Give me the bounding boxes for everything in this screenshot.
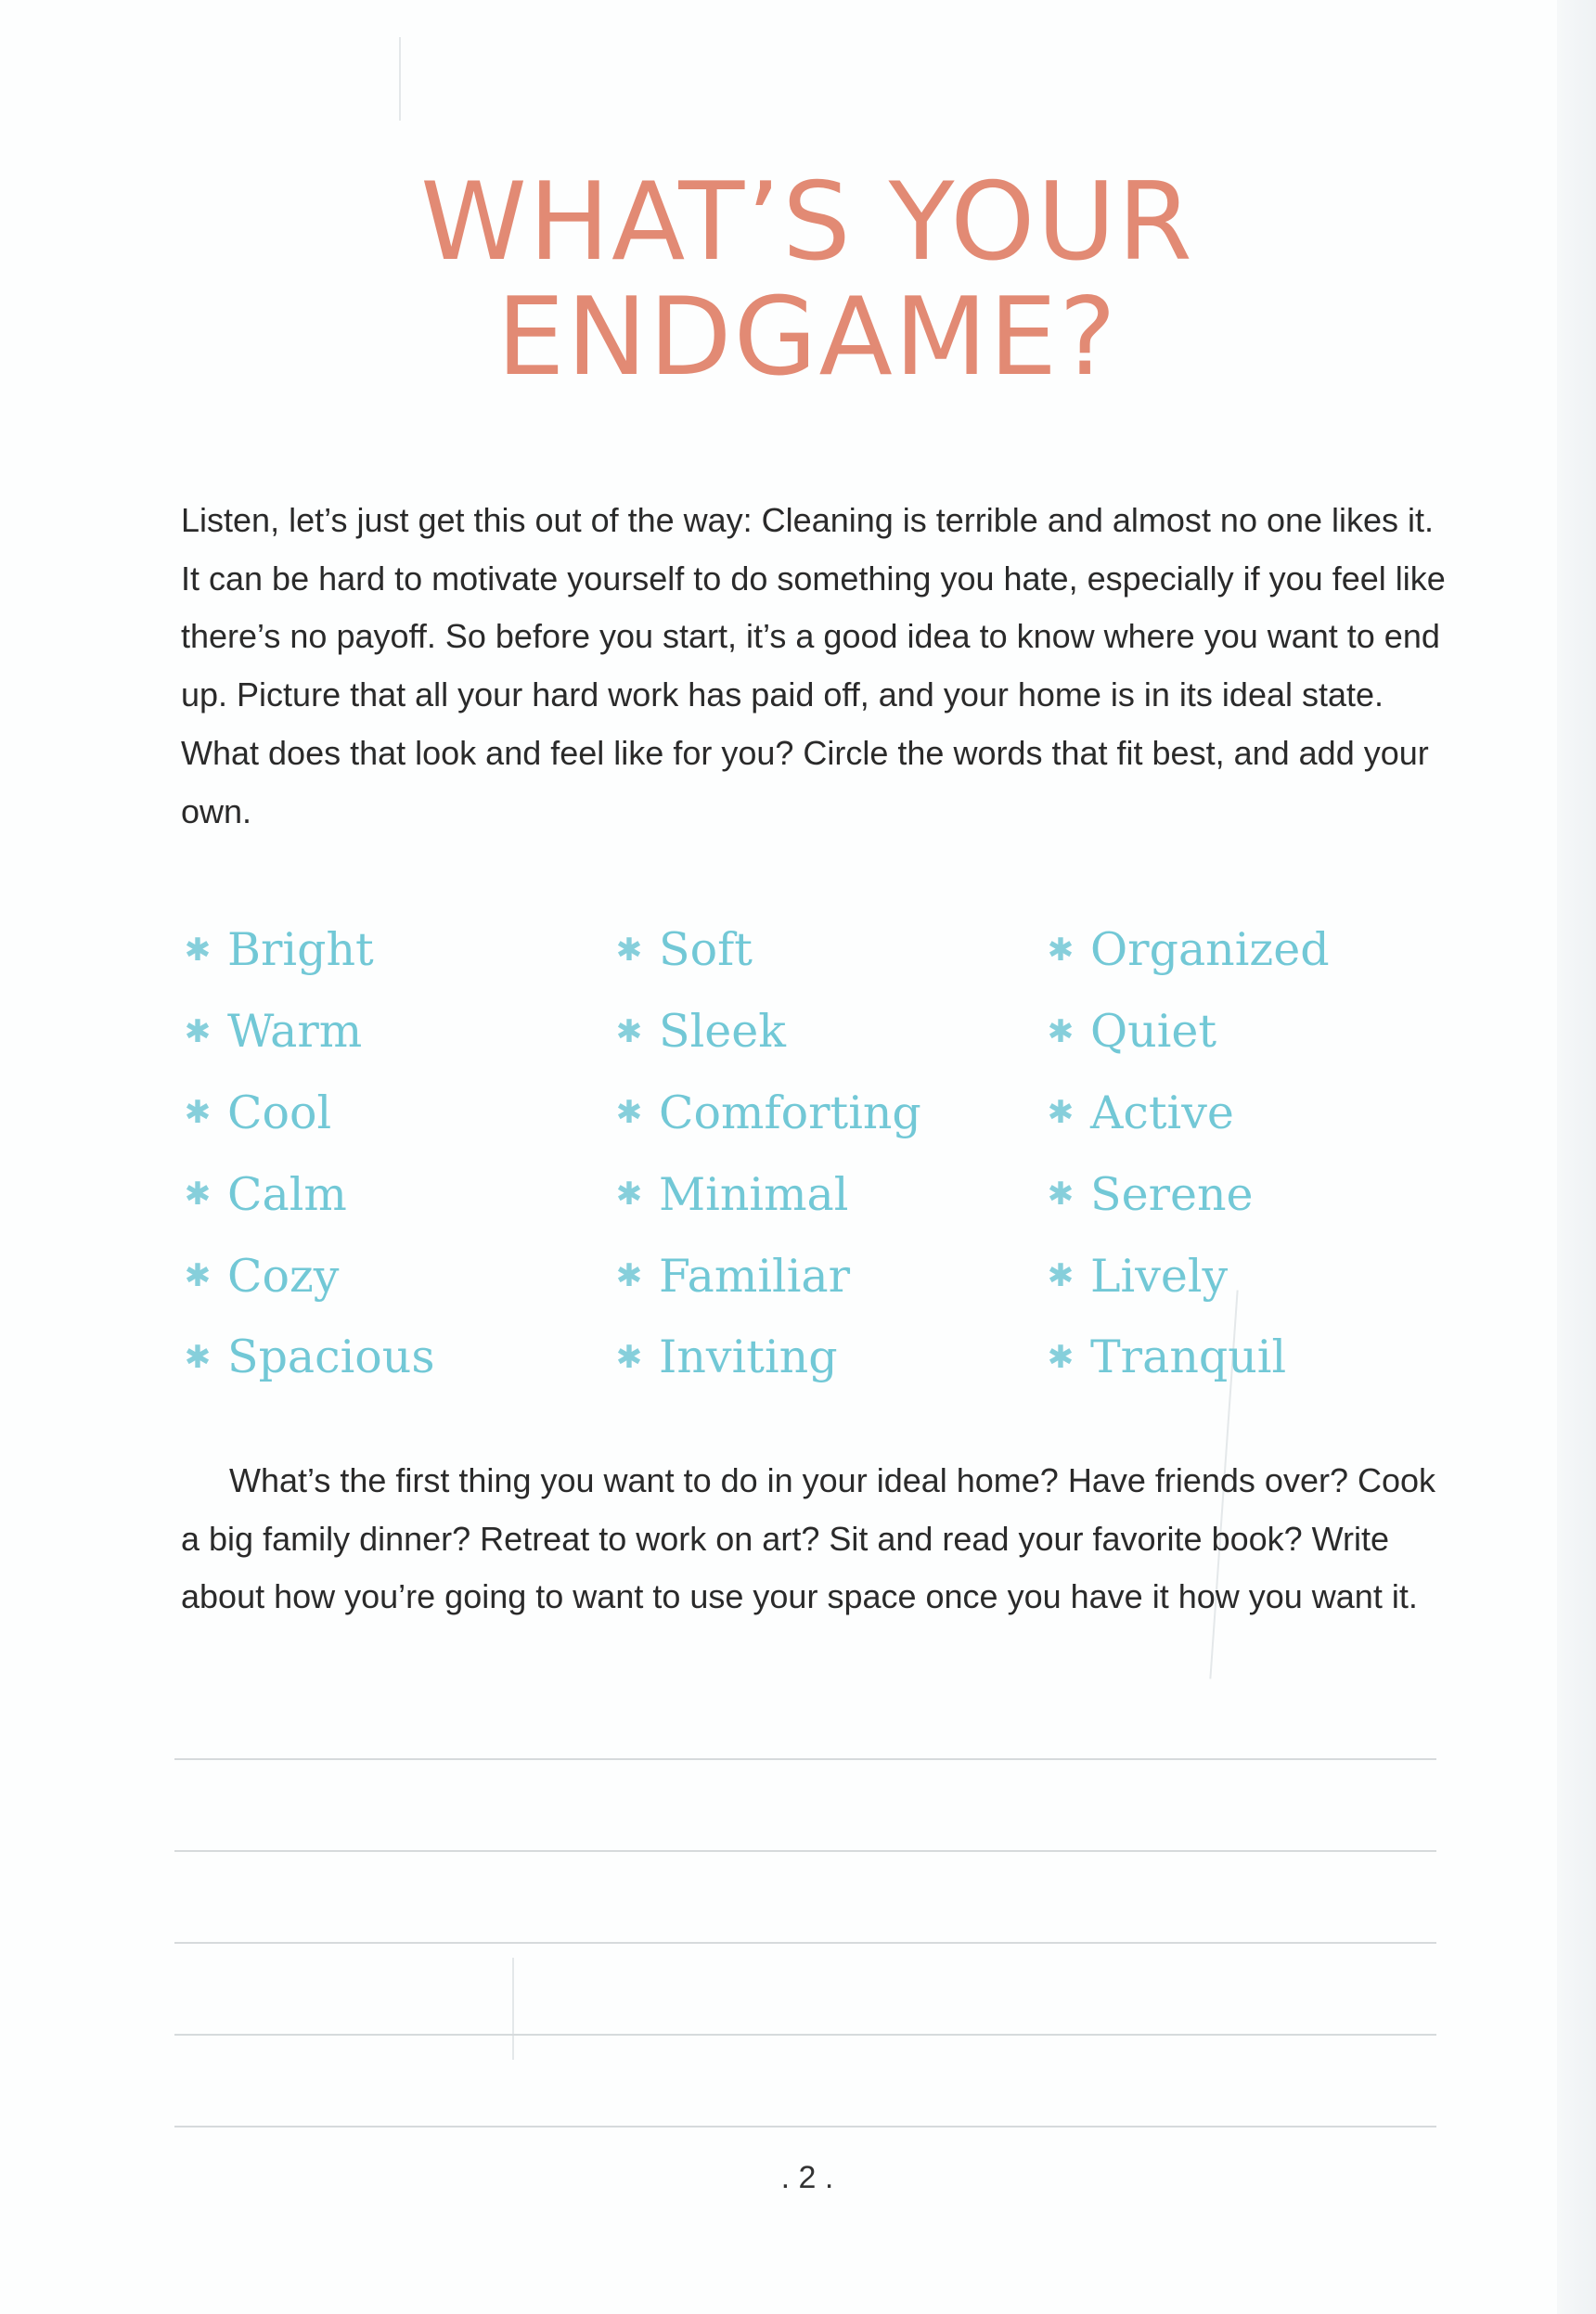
asterisk-icon: ✱ xyxy=(615,1257,643,1295)
asterisk-icon: ✱ xyxy=(184,1012,212,1050)
word-option[interactable] xyxy=(1044,1153,1330,1235)
word-option[interactable] xyxy=(181,1235,434,1317)
word-label: Spacious xyxy=(227,1331,435,1384)
writing-line[interactable] xyxy=(174,1942,1436,1944)
word-label: Cozy xyxy=(227,1249,340,1303)
word-label: Familiar xyxy=(659,1249,851,1303)
word-label: Quiet xyxy=(1090,1005,1217,1059)
title-line-2: ENDGAME? xyxy=(496,275,1118,400)
asterisk-icon: ✱ xyxy=(1047,931,1075,969)
word-label: Soft xyxy=(659,923,753,977)
asterisk-icon: ✱ xyxy=(184,1338,212,1376)
intro-paragraph: Listen, let’s just get this out of the way: Cleaning is terrible and almost no one likes it. It can be hard to motivate yourself to do something you hate, especially if you feel like there’s no payoff. So before you start, it’s a good idea to know where you want to end up. Picture that all your hard work has paid off, and your home is in its ideal state. What does that look and feel like for you? Circle the words that fit best, and add your own. xyxy=(181,501,1446,830)
word-label: Calm xyxy=(227,1167,347,1221)
asterisk-icon: ✱ xyxy=(184,931,212,969)
writing-line[interactable] xyxy=(174,1850,1436,1852)
word-label: Serene xyxy=(1090,1167,1254,1221)
word-option[interactable] xyxy=(1044,991,1330,1073)
page-title xyxy=(0,160,1596,400)
asterisk-icon: ✱ xyxy=(615,1012,643,1050)
word-option[interactable] xyxy=(612,1073,921,1154)
asterisk-icon: ✱ xyxy=(184,1094,212,1132)
word-column xyxy=(1044,909,1330,1398)
word-label: Active xyxy=(1090,1086,1234,1139)
word-option[interactable] xyxy=(1044,909,1330,991)
writing-line[interactable] xyxy=(174,2126,1436,2128)
word-option[interactable] xyxy=(181,1073,434,1154)
page-number: . 2 . xyxy=(780,2160,834,2195)
word-option[interactable] xyxy=(612,1235,921,1317)
word-option[interactable] xyxy=(612,1153,921,1235)
asterisk-icon: ✱ xyxy=(615,1094,643,1132)
word-label: Cool xyxy=(227,1086,332,1139)
word-options xyxy=(181,909,1461,1410)
title-line-1: WHAT’S YOUR xyxy=(420,160,1194,285)
writing-line[interactable] xyxy=(174,2034,1436,2036)
word-label: Bright xyxy=(227,923,374,977)
writing-area[interactable] xyxy=(174,1758,1436,2218)
word-option[interactable] xyxy=(181,991,434,1073)
word-option[interactable] xyxy=(1044,1073,1330,1154)
word-label: Warm xyxy=(227,1005,363,1059)
word-option[interactable] xyxy=(181,909,434,991)
asterisk-icon: ✱ xyxy=(1047,1094,1075,1132)
word-option[interactable] xyxy=(1044,1317,1330,1398)
asterisk-icon: ✱ xyxy=(1047,1257,1075,1295)
word-option[interactable] xyxy=(1044,1235,1330,1317)
writing-prompt: What’s the first thing you want to do in your ideal home? Have friends over? Cook a big family dinner? Retreat to work on art? Sit and read your favorite book? Write about how you’re going to want to use your space once you have it how you want it. xyxy=(181,1461,1436,1616)
word-column xyxy=(612,909,921,1398)
word-option[interactable] xyxy=(612,1317,921,1398)
word-option[interactable] xyxy=(181,1153,434,1235)
word-label: Organized xyxy=(1090,923,1330,977)
writing-line[interactable] xyxy=(174,1758,1436,1760)
word-label: Minimal xyxy=(659,1167,849,1221)
word-label: Tranquil xyxy=(1090,1331,1287,1384)
word-option[interactable] xyxy=(612,909,921,991)
asterisk-icon: ✱ xyxy=(184,1176,212,1214)
word-option[interactable] xyxy=(181,1317,434,1398)
word-column xyxy=(181,909,434,1398)
word-option[interactable] xyxy=(612,991,921,1073)
word-label: Lively xyxy=(1090,1249,1229,1303)
asterisk-icon: ✱ xyxy=(615,1176,643,1214)
scan-streak xyxy=(399,37,401,121)
asterisk-icon: ✱ xyxy=(184,1257,212,1295)
word-label: Sleek xyxy=(659,1005,786,1059)
asterisk-icon: ✱ xyxy=(615,1338,643,1376)
asterisk-icon: ✱ xyxy=(1047,1176,1075,1214)
asterisk-icon: ✱ xyxy=(615,931,643,969)
asterisk-icon: ✱ xyxy=(1047,1012,1075,1050)
word-label: Inviting xyxy=(659,1331,838,1384)
asterisk-icon: ✱ xyxy=(1047,1338,1075,1376)
word-label: Comforting xyxy=(659,1086,921,1139)
